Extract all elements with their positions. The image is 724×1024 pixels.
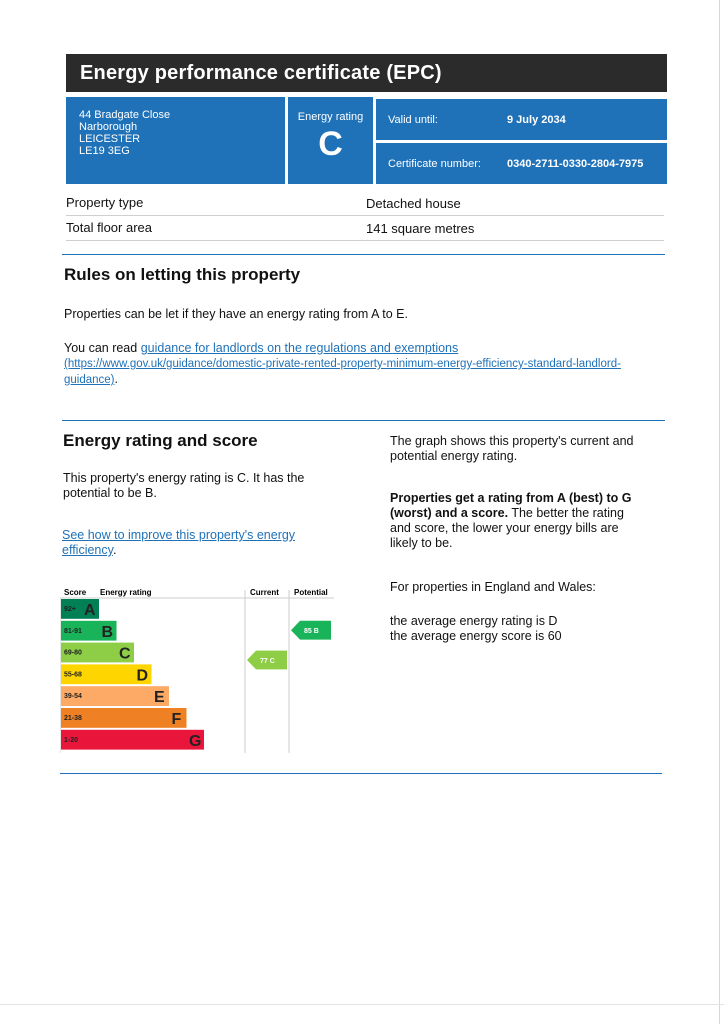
average-score-line: the average energy score is 60 [390,629,562,643]
property-type-label: Property type [66,195,144,210]
chart-potential-label: 85 B [304,628,319,636]
address-line-4: LE19 3EG [79,145,130,157]
chart-band-range-F: 21-38 [64,715,82,722]
energy-rating-letter: C [318,125,343,163]
rating-explanation-line-4: likely to be. [390,536,453,550]
address-line-1: 44 Bradgate Close [79,109,171,121]
chart-band-range-D: 55-68 [64,671,82,679]
page-title: Energy performance certificate (EPC) [66,54,667,92]
improve-efficiency-suffix: . [112,543,117,557]
divider [62,254,665,255]
energy-para-line-1: This property's energy rating is C. It has the [63,471,305,485]
chart-band-range-B: 81-91 [64,627,82,635]
certificate-number-value: 0340-2711-0330-2804-7975 [507,158,644,170]
divider [60,773,662,774]
energy-para-line-2: potential to be B. [63,486,157,500]
chart-header-rating: Energy rating [100,588,152,597]
chart-band-letter-F: F [171,711,182,728]
rating-explanation-bold-1: Properties get a rating from A (best) to G [390,491,632,505]
chart-band-range-C: 69-80 [64,649,82,657]
chart-band-letter-B: B [101,623,114,641]
england-wales-note: For properties in England and Wales: [390,580,596,594]
landlord-guidance-url-end[interactable]: guidance) [64,374,115,386]
chart-band-letter-E: E [154,689,165,707]
average-rating-line: the average energy rating is D [390,614,558,628]
chart-current-label: 77 C [260,658,275,665]
chart-header-current: Current [250,588,279,597]
energy-rating-chart [60,585,340,755]
rules-heading: Rules on letting this property [64,265,301,284]
energy-paragraph [63,471,304,501]
divider [62,420,665,421]
rating-explanation-line-3: and score, the lower your energy bills are [390,521,619,535]
property-type-row [66,191,664,216]
improve-efficiency-link[interactable]: See how to improve this property's energy [62,528,296,542]
page-bottom-edge [0,1004,724,1005]
rules-para2-prefix: You can read [64,341,141,355]
average-ratings [390,614,562,644]
rules-paragraph-1: Properties can be let if they have an energy rating from A to E. [64,307,408,321]
valid-until-box [376,99,667,140]
certificate-number-box [376,143,667,184]
improve-efficiency [62,528,295,558]
property-type-value: Detached house [366,196,461,211]
rating-explanation-bold-2: (worst) and a score. [390,506,509,520]
floor-area-row [66,216,664,241]
chart-band-letter-D: D [136,667,149,685]
chart-band-range-E: 39-54 [64,693,82,701]
address-block [66,97,285,184]
chart-band-G [61,730,204,750]
valid-until-value: 9 July 2034 [507,114,566,126]
chart-header-potential: Potential [294,588,328,597]
graph-explanation-line-2: potential energy rating. [390,449,518,463]
improve-efficiency-link-2[interactable]: efficiency [62,543,113,557]
landlord-guidance-url[interactable]: (https://www.gov.uk/guidance/domestic-private-rented-property-minimum-energy-efficiency-standard-landlord- [64,358,621,370]
chart-band-range-G: 1-20 [64,736,79,744]
certificate-number-label: Certificate number: [388,158,481,170]
chart-band-letter-C: C [119,645,131,663]
floor-area-value: 141 square metres [366,221,475,236]
energy-heading: Energy rating and score [63,431,258,450]
rules-para2-suffix: . [114,372,118,386]
chart-band-letter-A: A [84,602,96,619]
valid-until-label: Valid until: [388,114,438,126]
page-edge [719,0,720,1024]
energy-rating-box [288,97,373,184]
rating-explanation-rest: The better the rating [508,506,624,520]
rules-paragraph-2 [64,341,664,388]
graph-explanation-line-1: The graph shows this property's current and [390,434,634,448]
chart-band-range-A: 92+ [64,606,76,613]
chart-header-score: Score [64,588,87,597]
landlord-guidance-link[interactable]: guidance for landlords on the regulations and exemptions [140,341,459,355]
address-line-2: Narborough [79,121,138,133]
floor-area-label: Total floor area [66,220,152,235]
graph-explanation [390,434,633,464]
chart-band-letter-G: G [189,732,202,750]
energy-rating-label: Energy rating [297,111,364,123]
address-line-3: LEICESTER [79,133,141,145]
rating-explanation [390,491,631,551]
